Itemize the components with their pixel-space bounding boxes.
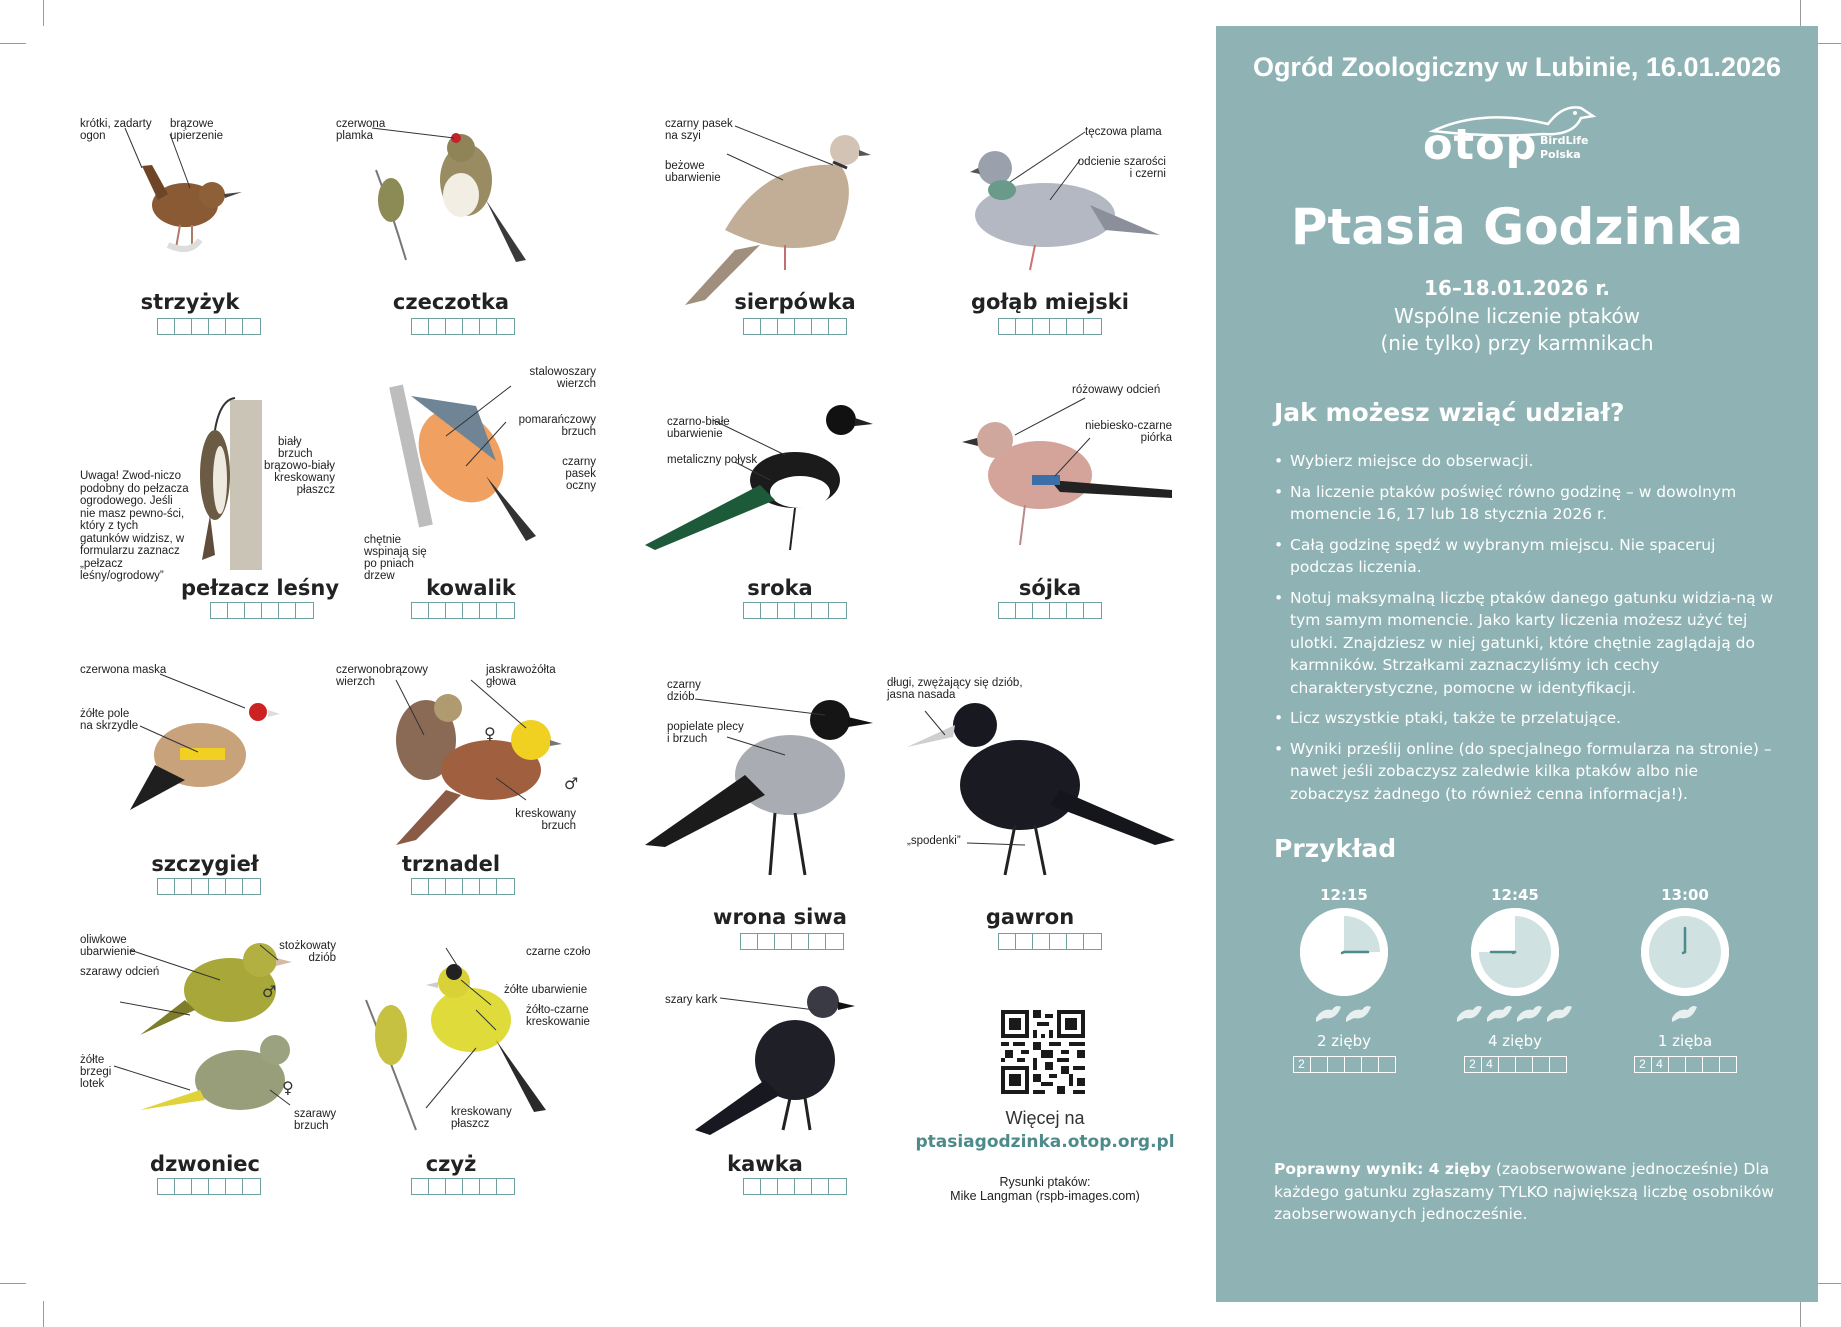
- example-heading: Przykład: [1274, 834, 1397, 863]
- bird-label: oliwkowe ubarwienie: [80, 934, 136, 958]
- count-boxes[interactable]: [157, 878, 261, 895]
- bird-dzwoniec: [80, 930, 340, 1200]
- chaffinch-icons: [1620, 1000, 1750, 1024]
- example-time: 12:15: [1320, 886, 1368, 904]
- clock-hour-hand: [1513, 952, 1515, 953]
- bird-label: kreskowany brzuch: [515, 808, 576, 832]
- count-boxes[interactable]: [411, 878, 515, 895]
- instruction-item: • Licz wszystkie ptaki, także te przelatujące.: [1274, 707, 1774, 730]
- bird-label: beżowe ubarwienie: [665, 160, 721, 184]
- result-text: (zaobserwowane jednocześnie) Dla każdego gatunku zgłaszamy TYLKO największą liczbę osobników zaobserwowanych jednocześnie.: [1274, 1160, 1775, 1223]
- bird-wrona-siwa: [645, 675, 905, 955]
- clock-hour-hand: [1342, 952, 1344, 953]
- bird-name: kowalik: [426, 576, 516, 600]
- count-boxes[interactable]: [411, 318, 515, 335]
- jay-illustration: [940, 380, 1180, 570]
- instruction-item: • Notuj maksymalną liczbę ptaków danego gatunku widzia-ną w tym samym momencie. Jako karty liczenia możesz użyć tej ulotki. Znajdziesz w niej gatunki, które chętnie zaglądają do karmników. Strzałkami zaznaczyliśmy ich cechy charakterystyczne, pomocne w identyfikacji.: [1274, 587, 1774, 700]
- example-time: 12:45: [1491, 886, 1539, 904]
- chaffinch-icon: [1457, 1006, 1482, 1022]
- female-symbol: ♀: [282, 1078, 294, 1097]
- bird-label: pomarańczowy brzuch: [518, 414, 596, 438]
- hooded-crow-illustration: [645, 675, 905, 905]
- bird-name: trznadel: [401, 852, 501, 876]
- bird-label: żółto-czarne kreskowanie: [526, 1004, 590, 1028]
- bird-name: czeczotka: [392, 290, 510, 314]
- chaffinch-icons: [1450, 1000, 1580, 1024]
- chaffinch-icon: [1346, 1006, 1371, 1022]
- count-boxes[interactable]: [740, 933, 844, 950]
- chaffinch-icon: [1517, 1006, 1542, 1022]
- count-boxes[interactable]: [743, 602, 847, 619]
- bird-label: tęczowa plama: [1085, 126, 1162, 138]
- instruction-item: • Wybierz miejsce do obserwacji.: [1274, 450, 1774, 473]
- chaffinch-icon: [1487, 1006, 1512, 1022]
- creeper-note: Uwaga! Zwod-niczo podobny do pełzacza ogrodowego. Jeśli nie masz pewno-ści, który z tych gatunków widzisz, w formularzu zaznacz „pełzacz leśny/ogrodowy”: [80, 470, 189, 582]
- bird-label: czerwonobrązowy wierzch: [336, 664, 429, 688]
- female-symbol: ♀: [484, 724, 496, 743]
- crop-mark: [0, 1283, 26, 1284]
- crop-mark: [43, 0, 44, 26]
- bird-label: odcienie szarości i czerni: [1077, 156, 1166, 180]
- bird-label: żółte pole na skrzydle: [80, 708, 139, 732]
- example-count: 4 zięby: [1488, 1032, 1542, 1050]
- example-count-boxes: 2 4: [1464, 1056, 1567, 1073]
- chaffinch-icon: [1316, 1006, 1341, 1022]
- bird-label: szarawy odcień: [80, 966, 160, 978]
- count-boxes[interactable]: [157, 318, 261, 335]
- event-dates: 16–18.01.2026 r.: [1424, 276, 1610, 300]
- count-boxes[interactable]: [998, 933, 1102, 950]
- bird-label: czarny pasek oczny: [562, 456, 596, 492]
- bird-label: szary kark: [665, 994, 718, 1006]
- result-bold: Poprawny wynik: 4 zięby: [1274, 1160, 1491, 1178]
- bird-name: strzyżyk: [140, 290, 240, 314]
- bird-name: sójka: [1018, 576, 1082, 600]
- bird-label: chętnie wspinają się po pniach drzew: [364, 534, 427, 582]
- otop-logo-text: otop: [1423, 120, 1538, 170]
- bird-kawka: [665, 980, 905, 1200]
- male-symbol: ♂: [564, 774, 579, 793]
- bird-szczygiel: [80, 660, 300, 905]
- bird-label: czerwona plamka: [336, 118, 386, 142]
- example-count: 1 zięba: [1657, 1032, 1713, 1050]
- bird-trznadel: [336, 660, 596, 905]
- bird-label: biały brzuch: [278, 436, 313, 460]
- bird-label: brązowe upierzenie: [170, 118, 224, 142]
- bird-name: dzwoniec: [150, 1152, 260, 1176]
- crop-mark: [0, 43, 26, 44]
- bird-label: czarny dziób: [667, 679, 701, 703]
- clock-hour-hand: [1683, 952, 1685, 953]
- bird-sojka: [940, 380, 1180, 625]
- bird-label: jaskrawożółta głowa: [486, 664, 556, 688]
- bird-label: metaliczny połysk: [667, 454, 758, 466]
- how-heading: Jak możesz wziąć udział?: [1274, 398, 1625, 427]
- bird-name: pełzacz leśny: [180, 576, 340, 600]
- bird-label: szarawy brzuch: [294, 1108, 337, 1132]
- bird-name: czyż: [425, 1152, 477, 1176]
- count-boxes[interactable]: [411, 1178, 515, 1195]
- bird-label: stalowoszary wierzch: [529, 366, 596, 390]
- crop-mark: [43, 1301, 44, 1327]
- bird-name: gołąb miejski: [971, 290, 1129, 314]
- bird-czeczotka: [336, 110, 566, 340]
- example-count-boxes: 2 4: [1634, 1056, 1737, 1073]
- chaffinch-icon: [1672, 1006, 1697, 1022]
- chaffinch-icon: [1547, 1006, 1572, 1022]
- chaffinch-icons: [1279, 1000, 1409, 1024]
- bird-gawron: [885, 675, 1185, 955]
- bird-label: żółte ubarwienie: [504, 984, 588, 996]
- example-count-boxes: 2: [1293, 1056, 1396, 1073]
- bird-name: sroka: [747, 576, 813, 600]
- bird-label: „spodenki”: [907, 835, 961, 847]
- instruction-item: • Na liczenie ptaków poświęć równo godzinę – w dowolnym momencie 16, 17 lub 18 stycznia 2026 r.: [1274, 481, 1774, 526]
- bird-name: szczygieł: [151, 852, 259, 876]
- bird-label: niebiesko-czarne piórka: [1085, 420, 1172, 444]
- bird-name: kawka: [727, 1152, 803, 1176]
- example-time: 13:00: [1661, 886, 1709, 904]
- bird-name: wrona siwa: [713, 905, 847, 929]
- rook-illustration: [885, 675, 1185, 905]
- bird-label: czarne czoło: [526, 946, 591, 958]
- example-step: [1445, 886, 1585, 1073]
- bird-strzyzyk: [80, 110, 280, 340]
- event-subtitle: Wspólne liczenie ptaków (nie tylko) przy karmnikach: [1380, 304, 1654, 355]
- example-count: 2 zięby: [1317, 1032, 1371, 1050]
- crop-mark: [1815, 43, 1841, 44]
- website-link[interactable]: ptasiagodzinka.otop.org.pl: [915, 1132, 1175, 1152]
- more-info-label: Więcej na: [1005, 1108, 1085, 1128]
- bird-pelzacz-lesny: [180, 380, 340, 625]
- count-boxes[interactable]: [411, 602, 515, 619]
- example-step: [1274, 886, 1414, 1073]
- clock-icon: [1467, 904, 1563, 1000]
- instruction-list: [1274, 450, 1774, 813]
- count-boxes[interactable]: [743, 1178, 847, 1195]
- bird-label: stożkowaty dziób: [279, 940, 336, 964]
- bird-label: żółte brzegi lotek: [80, 1054, 112, 1090]
- bird-label: kreskowany płaszcz: [451, 1106, 512, 1130]
- clock-icon: [1637, 904, 1733, 1000]
- count-boxes[interactable]: [998, 602, 1102, 619]
- crop-mark: [1800, 1301, 1801, 1327]
- count-boxes[interactable]: [998, 318, 1102, 335]
- clock-icon: [1296, 904, 1392, 1000]
- bird-name: gawron: [985, 905, 1075, 929]
- bird-sroka: [645, 400, 905, 625]
- instruction-item: • Wyniki prześlij online (do specjalnego formularza na stronie) – nawet jeśli zobaczysz zaledwie kilka ptaków albo nie zobaczysz żadnego (to również cenna informacja!).: [1274, 738, 1774, 806]
- bird-label: czerwona maska: [80, 664, 167, 676]
- example-step: [1615, 886, 1755, 1073]
- bird-label: długi, zwężający się dziób, jasna nasada: [887, 677, 1023, 701]
- bird-label: czarno-białe ubarwienie: [667, 416, 730, 440]
- info-panel: [1216, 26, 1818, 1302]
- correct-result: [1274, 1158, 1774, 1226]
- birdlife-logo-text: BirdLife Polska: [1540, 134, 1589, 161]
- count-boxes[interactable]: [210, 602, 314, 619]
- count-boxes[interactable]: [743, 318, 847, 335]
- bird-label: różowawy odcień: [1072, 384, 1161, 396]
- bird-label: czarny pasek na szyi: [665, 118, 733, 142]
- bird-label: krótki, zadarty ogon: [80, 118, 152, 142]
- page-title: Ptasia Godzinka: [1290, 198, 1744, 256]
- bird-golab-miejski: [940, 110, 1180, 340]
- count-boxes[interactable]: [157, 1178, 261, 1195]
- bird-sierpowka: [665, 110, 925, 340]
- bird-name: sierpówka: [734, 290, 856, 314]
- illustration-credits: Rysunki ptaków: Mike Langman (rspb-images.com): [950, 1175, 1140, 1203]
- instruction-item: • Całą godzinę spędź w wybranym miejscu. Nie spaceruj podczas liczenia.: [1274, 534, 1774, 579]
- male-symbol: ♂: [262, 982, 277, 1001]
- crop-mark: [1800, 0, 1801, 26]
- bird-label: brązowo-biały kreskowany płaszcz: [264, 460, 335, 496]
- bird-kowalik: [366, 366, 596, 626]
- goldfinch-illustration: [80, 660, 300, 850]
- bird-label: popielate plecy i brzuch: [667, 721, 744, 745]
- bird-czyz: [336, 930, 596, 1200]
- crop-mark: [1815, 1283, 1841, 1284]
- qr-code[interactable]: [1001, 1010, 1085, 1094]
- event-location-date: Ogród Zoologiczny w Lubinie, 16.01.2026: [1252, 52, 1782, 82]
